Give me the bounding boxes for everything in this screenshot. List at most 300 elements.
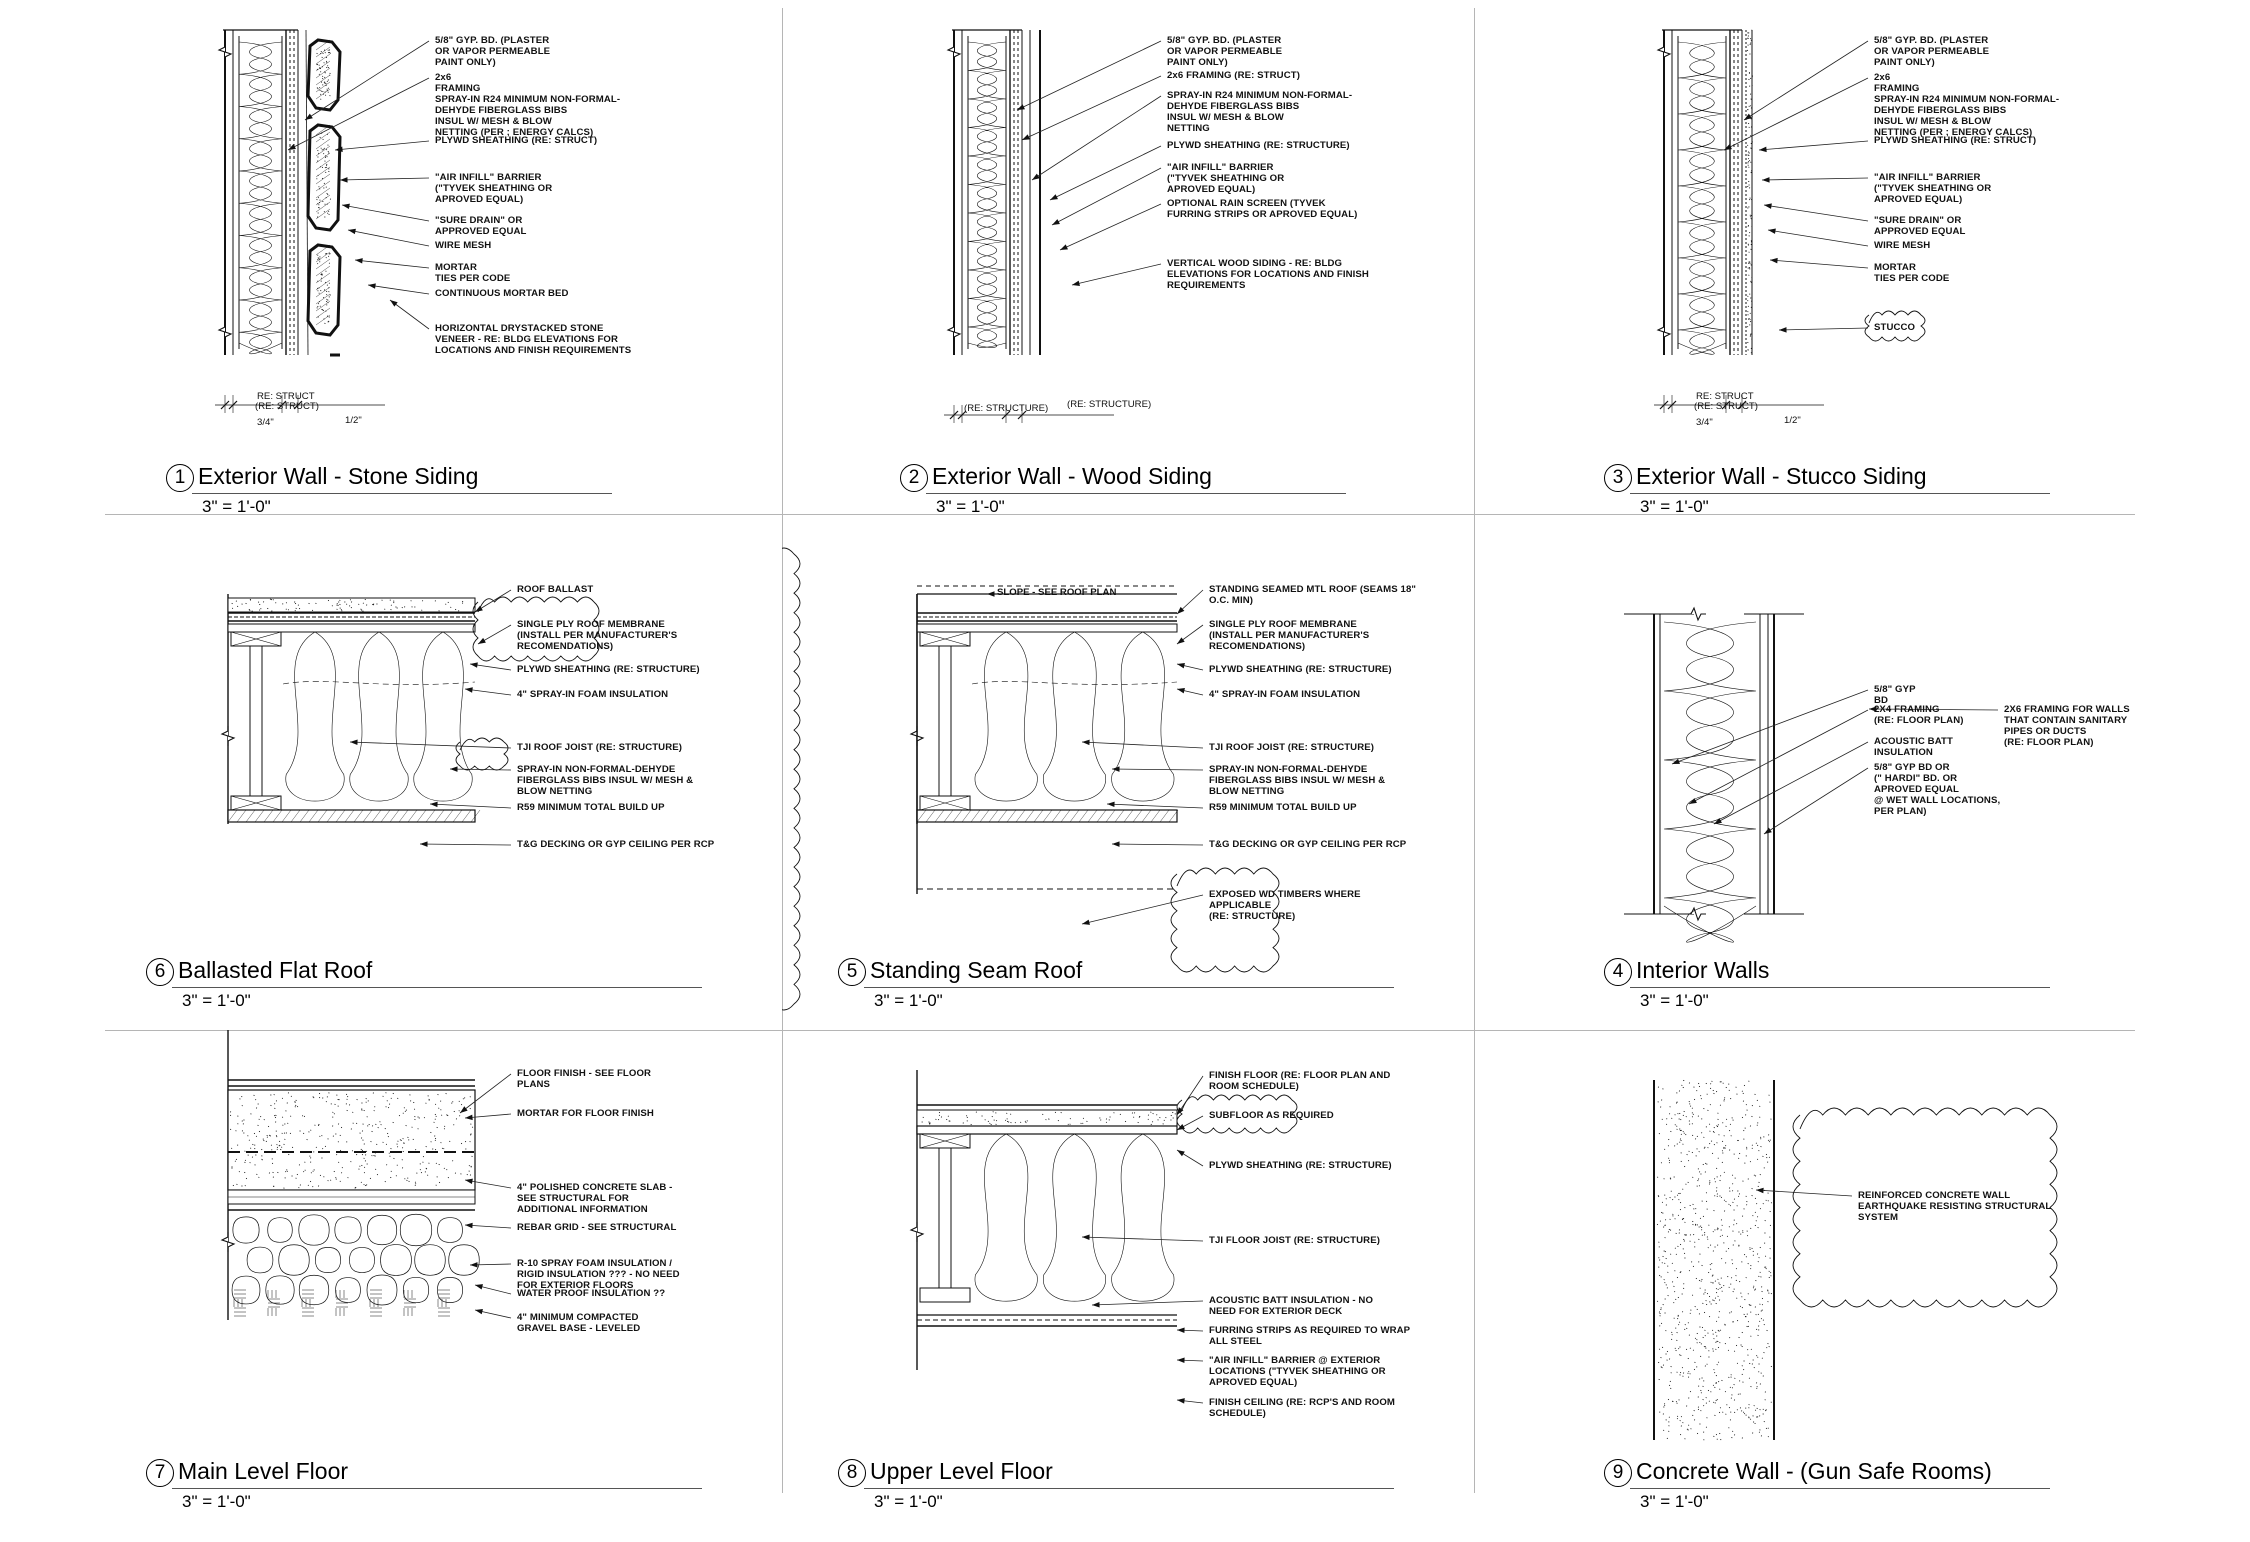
tg-decking <box>228 810 475 822</box>
callout-label <box>1209 1325 1410 1347</box>
callout-label <box>435 135 597 146</box>
stone-veneer <box>308 125 340 230</box>
callout-text: PAINT ONLY) <box>435 57 496 68</box>
leader-line <box>1764 205 1868 221</box>
leader-arrow <box>475 606 483 612</box>
leader-arrow <box>1082 920 1090 925</box>
callout-text: MORTAR FOR FLOOR FINISH <box>517 1108 654 1119</box>
callout-text: "AIR INFILL" BARRIER <box>1167 162 1274 173</box>
callout-text: ACOUSTIC BATT INSULATION - NO <box>1209 1295 1374 1306</box>
detail-title: Exterior Wall - Wood Siding <box>932 463 1212 489</box>
callout-text: ADDITIONAL INFORMATION <box>517 1204 648 1215</box>
callout-text: PER PLAN) <box>1874 806 1927 817</box>
callout-text: MORTAR <box>435 262 477 273</box>
leader-line <box>430 804 511 808</box>
callout-label <box>1874 240 1930 251</box>
callout-text: ALL STEEL <box>1209 1336 1262 1347</box>
callout-label <box>517 1182 672 1215</box>
callout-text: ROOM SCHEDULE) <box>1209 1081 1299 1092</box>
callout-label <box>517 764 693 797</box>
leader-line <box>1060 204 1161 250</box>
callout-label <box>435 72 620 138</box>
detail-drawing <box>782 0 1474 512</box>
callout-label <box>1209 1295 1373 1317</box>
detail-6 <box>90 514 782 1026</box>
callout-text: FIBERGLASS BIBS INSUL W/ MESH & <box>1209 775 1386 786</box>
callout-text: APPLICABLE <box>1209 900 1272 911</box>
callout-text: FLOOR FINISH - SEE FLOOR <box>517 1068 652 1079</box>
callout-label <box>517 802 665 813</box>
detail-title: Upper Level Floor <box>870 1458 1053 1484</box>
break-line <box>222 726 234 746</box>
joist-web <box>939 1148 951 1288</box>
callout-text: FURRING STRIPS AS REQUIRED TO WRAP <box>1209 1325 1411 1336</box>
leader-line <box>1768 230 1868 246</box>
break-line <box>948 322 960 342</box>
callout-label <box>1167 70 1300 81</box>
callout-text: SPRAY-IN NON-FORMAL-DEHYDE <box>1209 764 1368 775</box>
title-underline <box>1630 987 2050 988</box>
detail-8 <box>782 1030 1474 1542</box>
leader-arrow <box>1779 327 1787 332</box>
leader-line <box>450 769 511 770</box>
callout-label <box>1874 322 1915 333</box>
leader-line <box>1082 742 1203 748</box>
insulation-pattern <box>286 632 472 801</box>
leader-arrow <box>1759 147 1767 152</box>
callout-text: WIRE MESH <box>1874 240 1931 251</box>
callout-text: APROVED EQUAL) <box>435 194 524 205</box>
detail-scale: 3" = 1'-0" <box>874 991 943 1010</box>
leader-arrow <box>478 638 486 644</box>
dimension-text: 1/2" <box>1784 415 1801 426</box>
callout-text: SPRAY-IN R24 MINIMUM NON-FORMAL- <box>435 94 621 105</box>
callout-text: OPTIONAL RAIN SCREEN (TYVEK <box>1167 198 1326 209</box>
leader-arrow <box>1689 798 1697 804</box>
callout-text: FINISH CEILING (RE: RCP'S AND ROOM <box>1209 1397 1396 1408</box>
callout-text: VENEER - RE: BLDG ELEVATIONS FOR <box>435 334 619 345</box>
callout-label <box>517 1312 640 1334</box>
callout-text: PAINT ONLY) <box>1874 57 1935 68</box>
callout-text: (RE: STRUCTURE) <box>1209 911 1296 922</box>
callout-label <box>517 1258 680 1291</box>
callout-text: 2X6 FRAMING FOR WALLS <box>2004 704 2130 715</box>
leader-arrow <box>288 144 296 150</box>
callout-text: PLYWD SHEATHING (RE: STRUCT) <box>1874 135 2037 146</box>
revision-cloud <box>782 548 800 1010</box>
callout-text: ("TYVEK SHEATHING OR <box>435 183 553 194</box>
leader-line <box>1779 328 1868 330</box>
detail-number: 5 <box>838 958 866 986</box>
revision-cloud <box>456 738 508 770</box>
callout-text: 2x6 <box>435 72 452 83</box>
callout-text: INSUL W/ MESH & BLOW <box>1167 112 1284 123</box>
gravel-base <box>232 1214 479 1305</box>
leader-line <box>368 285 429 294</box>
leader-arrow <box>340 177 348 182</box>
leader-arrow <box>1060 244 1068 250</box>
callout-label <box>1209 1110 1334 1121</box>
leader-arrow <box>1770 258 1778 263</box>
callout-label <box>1209 1397 1395 1419</box>
leader-line <box>340 178 429 180</box>
callout-label <box>517 839 714 850</box>
callout-text: (RE: FLOOR PLAN) <box>1874 715 1964 726</box>
callout-text: EARTHQUAKE RESISTING STRUCTURAL <box>1858 1201 2052 1212</box>
callout-text: SPRAY-IN R24 MINIMUM NON-FORMAL- <box>1167 90 1353 101</box>
callout-label <box>517 1068 651 1090</box>
break-line <box>222 1232 234 1252</box>
callout-label <box>517 1222 676 1233</box>
callout-text: FINISH FLOOR (RE: FLOOR PLAN AND <box>1209 1070 1391 1081</box>
leader-arrow <box>475 1284 483 1289</box>
slope-note: SLOPE - SEE ROOF PLAN <box>997 587 1117 598</box>
detail-number: 2 <box>900 464 928 492</box>
callout-label <box>1167 162 1284 195</box>
leader-arrow <box>342 204 350 209</box>
callout-label <box>435 240 491 251</box>
leader-arrow <box>430 802 438 807</box>
leader-arrow <box>1072 281 1080 286</box>
callout-text: R59 MINIMUM TOTAL BUILD UP <box>1209 802 1357 813</box>
callout-text: SCHEDULE) <box>1209 1408 1266 1419</box>
callout-label <box>517 1288 665 1299</box>
callout-label <box>435 172 552 205</box>
break-line <box>219 42 231 62</box>
callout-text: TIES PER CODE <box>435 273 511 284</box>
detail-title: Concrete Wall - (Gun Safe Rooms) <box>1636 1458 1992 1484</box>
leader-arrow <box>1022 134 1030 140</box>
title-underline <box>926 493 1346 494</box>
joist-web <box>939 646 951 796</box>
detail-scale: 3" = 1'-0" <box>936 497 1005 516</box>
detail-scale: 3" = 1'-0" <box>182 1492 251 1511</box>
detail-scale: 3" = 1'-0" <box>1640 497 1709 516</box>
callout-text: NETTING (PER ; ENERGY CALCS) <box>1874 127 2033 138</box>
dimension-text: RE: STRUCT <box>1696 391 1754 402</box>
dimension-text: (RE: STRUCT) <box>255 401 319 412</box>
callout-text: FIBERGLASS BIBS INSUL W/ MESH & <box>517 775 694 786</box>
leader-arrow <box>1017 104 1025 110</box>
detail-scale: 3" = 1'-0" <box>1640 1492 1709 1511</box>
leader-arrow <box>1092 1302 1100 1307</box>
detail-title: Standing Seam Roof <box>870 957 1083 983</box>
leader-arrow <box>1082 1235 1090 1240</box>
leader-line <box>420 844 511 845</box>
callout-text: SPRAY-IN R24 MINIMUM NON-FORMAL- <box>1874 94 2060 105</box>
callout-text: 4" POLISHED CONCRETE SLAB - <box>517 1182 673 1193</box>
leader-arrow <box>465 1223 473 1228</box>
callout-text: "AIR INFILL" BARRIER <box>1874 172 1981 183</box>
leader-arrow <box>1177 1398 1185 1403</box>
callout-text: PLANS <box>517 1079 551 1090</box>
leader-line <box>1082 895 1203 924</box>
detail-drawing <box>1474 514 2166 1026</box>
detail-9 <box>1474 1030 2166 1542</box>
leader-arrow <box>987 591 995 596</box>
leader-line <box>1764 768 1868 834</box>
leader-arrow <box>470 1262 478 1267</box>
callout-text: 5/8" GYP. BD. (PLASTER <box>435 35 550 46</box>
concrete-stipple <box>1657 1080 1772 1440</box>
callout-text: (" HARDI" BD. OR <box>1874 773 1958 784</box>
leader-arrow <box>450 766 458 771</box>
callout-text: APROVED EQUAL <box>1874 784 1959 795</box>
foam-line <box>972 681 1177 684</box>
callout-text: R-10 SPRAY FOAM INSULATION / <box>517 1258 673 1269</box>
callout-text: GRAVEL BASE - LEVELED <box>517 1323 641 1334</box>
detail-3 <box>1474 0 2166 516</box>
callout-text: BLOW NETTING <box>1209 786 1285 797</box>
callout-text: 2x6 FRAMING (RE: STRUCT) <box>1167 70 1300 81</box>
callout-label <box>1209 1235 1380 1246</box>
callout-label <box>1874 172 1991 205</box>
detail-title: Exterior Wall - Stone Siding <box>198 463 479 489</box>
detail-number: 3 <box>1604 464 1632 492</box>
callout-text: NETTING <box>1167 123 1210 134</box>
callout-label <box>1209 689 1360 700</box>
callout-text: "SURE DRAIN" OR <box>1874 215 1962 226</box>
leader-arrow <box>1177 637 1185 644</box>
detail-title: Exterior Wall - Stucco Siding <box>1636 463 1927 489</box>
callout-text: INSULATION <box>1874 747 1933 758</box>
leader-line <box>1072 264 1161 285</box>
callout-text: 5/8" GYP <box>1874 684 1916 695</box>
detail-4 <box>1474 514 2166 1026</box>
callout-text: PLYWD SHEATHING (RE: STRUCTURE) <box>1167 140 1350 151</box>
subfloor <box>917 1110 1177 1126</box>
plywood-sheathing <box>228 624 475 632</box>
callout-text: REQUIREMENTS <box>1167 280 1246 291</box>
callout-text: 4" SPRAY-IN FOAM INSULATION <box>1209 689 1361 700</box>
callout-label <box>1209 664 1392 675</box>
dimension-text: (RE: STRUCT) <box>1694 401 1758 412</box>
callout-text: OR VAPOR PERMEABLE <box>435 46 551 57</box>
callout-text: PLYWD SHEATHING (RE: STRUCTURE) <box>517 664 700 675</box>
callout-text: PLYWD SHEATHING (RE: STRUCT) <box>435 135 598 146</box>
callout-text: SEE STRUCTURAL FOR <box>517 1193 629 1204</box>
callout-text: BLOW NETTING <box>517 786 593 797</box>
detail-number: 4 <box>1604 958 1632 986</box>
leader-arrow <box>390 300 398 307</box>
callout-text: ROOF BALLAST <box>517 584 594 595</box>
callout-text: APPROVED EQUAL <box>435 226 527 237</box>
leader-arrow <box>1112 766 1120 771</box>
leader-line <box>1022 76 1161 140</box>
callout-label <box>435 35 550 68</box>
title-underline <box>864 1488 1394 1489</box>
callout-text: SPRAY-IN NON-FORMAL-DEHYDE <box>517 764 676 775</box>
detail-5 <box>782 514 1474 1026</box>
break-line <box>1658 42 1670 62</box>
callout-text: DEHYDE FIBERGLASS BIBS <box>1874 105 2007 116</box>
dimension-text: RE: STRUCT <box>257 391 315 402</box>
callout-text: PAINT ONLY) <box>1167 57 1228 68</box>
callout-text: LOCATIONS AND FINISH REQUIREMENTS <box>435 345 632 356</box>
stone-veneer <box>308 40 340 110</box>
callout-label <box>1209 584 1416 606</box>
leader-line <box>1112 769 1203 770</box>
leader-line <box>1744 41 1868 120</box>
callout-label <box>435 323 631 356</box>
callout-text: 2X4 FRAMING <box>1874 704 1940 715</box>
leader-line <box>342 205 429 221</box>
leader-arrow <box>1112 841 1120 846</box>
leader-line <box>350 742 511 748</box>
leader-line <box>1017 41 1161 110</box>
callout-text: FRAMING <box>1874 83 1920 94</box>
callout-label <box>1209 839 1406 850</box>
callout-text: APROVED EQUAL) <box>1209 1377 1298 1388</box>
callout-text: WIRE MESH <box>435 240 492 251</box>
callout-text: LOCATIONS ("TYVEK SHEATHING OR <box>1209 1366 1386 1377</box>
leader-arrow <box>1177 663 1185 668</box>
leader-arrow <box>420 841 428 846</box>
callout-text: NEED FOR EXTERIOR DECK <box>1209 1306 1343 1317</box>
callout-text: REBAR GRID - SEE STRUCTURAL <box>517 1222 677 1233</box>
leader-arrow <box>1768 228 1776 233</box>
leader-arrow <box>1177 1358 1185 1363</box>
callout-text: RIGID INSULATION ??? - NO NEED <box>517 1269 680 1280</box>
break-line <box>948 42 960 62</box>
dimension-text: 1/2" <box>345 415 362 426</box>
concrete-slab <box>228 1090 475 1190</box>
callout-label <box>1167 35 1282 68</box>
callout-text: FOR EXTERIOR FLOORS <box>517 1280 634 1291</box>
plywood-sheathing <box>917 1126 1177 1134</box>
callout-text: MORTAR <box>1874 262 1916 273</box>
callout-text: INSUL W/ MESH & BLOW <box>435 116 552 127</box>
joist-web <box>250 646 262 796</box>
dimension-text: (RE: STRUCTURE) <box>1067 399 1152 410</box>
leader-line <box>355 260 429 268</box>
callout-text: R59 MINIMUM TOTAL BUILD UP <box>517 802 665 813</box>
callout-label <box>1167 140 1350 151</box>
callout-text: OR VAPOR PERMEABLE <box>1167 46 1283 57</box>
callout-label <box>1874 215 1966 237</box>
detail-title: Interior Walls <box>1636 957 1770 983</box>
detail-7 <box>90 1030 782 1542</box>
callout-text: "AIR INFILL" BARRIER <box>435 172 542 183</box>
callout-text: EXPOSED WD TIMBERS WHERE <box>1209 889 1361 900</box>
callout-text: DEHYDE FIBERGLASS BIBS <box>435 105 568 116</box>
detail-scale: 3" = 1'-0" <box>182 991 251 1010</box>
callout-text: O.C. MIN) <box>1209 595 1254 606</box>
callout-label <box>517 1108 654 1119</box>
callout-label <box>1209 889 1361 922</box>
callout-text: "SURE DRAIN" OR <box>435 215 523 226</box>
leader-line <box>1756 1190 1852 1196</box>
callout-text: SINGLE PLY ROOF MEMBRANE <box>517 619 665 630</box>
callout-text: REINFORCED CONCRETE WALL <box>1858 1190 2011 1201</box>
callout-label <box>435 262 510 284</box>
foam-line <box>283 681 475 684</box>
callout-label <box>1874 35 1989 68</box>
callout-text: ("TYVEK SHEATHING OR <box>1167 173 1285 184</box>
callout-label <box>1874 704 1964 726</box>
callout-text: (RE: FLOOR PLAN) <box>2004 737 2094 748</box>
detail-2 <box>782 0 1474 516</box>
insulation-pattern <box>975 632 1174 801</box>
callout-text: APROVED EQUAL) <box>1874 194 1963 205</box>
detail-drawing <box>1474 0 2166 512</box>
title-underline <box>1630 493 2050 494</box>
insulation-pattern <box>1678 42 1726 354</box>
callout-label <box>1209 764 1385 797</box>
callout-text: STANDING SEAMED MTL ROOF (SEAMS 18" <box>1209 584 1417 595</box>
break-line <box>911 1222 923 1242</box>
title-underline <box>192 493 612 494</box>
callout-label <box>2004 704 2130 748</box>
callout-text: SYSTEM <box>1858 1212 1899 1223</box>
dimension-text: (RE: STRUCTURE) <box>964 403 1049 414</box>
callout-label <box>1874 135 2036 146</box>
detail-1 <box>90 0 782 516</box>
leader-arrow <box>1724 144 1732 150</box>
callout-label <box>1209 1355 1386 1388</box>
leader-arrow <box>475 1309 483 1314</box>
leader-line <box>1112 844 1203 845</box>
callout-text: @ WET WALL LOCATIONS, <box>1874 795 2001 806</box>
leader-line <box>1759 141 1868 150</box>
leader-arrow <box>1050 194 1058 200</box>
leader-line <box>1672 690 1868 764</box>
callout-text: (INSTALL PER MANUFACTURER'S <box>517 630 678 641</box>
joist-flange <box>920 1288 970 1302</box>
callout-text: (INSTALL PER MANUFACTURER'S <box>1209 630 1370 641</box>
callout-text: TIES PER CODE <box>1874 273 1950 284</box>
callout-label <box>1874 684 1916 706</box>
callout-text: T&G DECKING OR GYP CEILING PER RCP <box>517 839 715 850</box>
title-underline <box>864 987 1394 988</box>
callout-text: ("TYVEK SHEATHING OR <box>1874 183 1992 194</box>
callout-label <box>1209 742 1374 753</box>
callout-text: VERTICAL WOOD SIDING - RE: BLDG <box>1167 258 1343 269</box>
callout-text: OR VAPOR PERMEABLE <box>1874 46 1990 57</box>
callout-text: "AIR INFILL" BARRIER @ EXTERIOR <box>1209 1355 1381 1366</box>
leader-line <box>1092 1301 1203 1305</box>
detail-number: 6 <box>146 958 174 986</box>
callout-text: PIPES OR DUCTS <box>2004 726 2087 737</box>
leader-line <box>1052 168 1161 225</box>
callout-text: T&G DECKING OR GYP CEILING PER RCP <box>1209 839 1407 850</box>
callout-text: ACOUSTIC BATT <box>1874 736 1953 747</box>
callout-text: 2x6 <box>1874 72 1891 83</box>
callout-label <box>1167 90 1352 134</box>
leader-arrow <box>1672 759 1680 764</box>
insulation-pattern <box>1664 622 1756 942</box>
callout-text: PLYWD SHEATHING (RE: STRUCTURE) <box>1209 664 1392 675</box>
break-line <box>1658 322 1670 342</box>
leader-arrow <box>1107 802 1115 807</box>
callout-label <box>1874 736 1953 758</box>
tg-decking <box>917 810 1177 822</box>
callout-text: 5/8" GYP. BD. (PLASTER <box>1874 35 1989 46</box>
leader-line <box>1770 260 1868 268</box>
callout-text: NETTING (PER ; ENERGY CALCS) <box>435 127 594 138</box>
callout-label <box>1167 198 1357 220</box>
callout-text: HORIZONTAL DRYSTACKED STONE <box>435 323 604 334</box>
callout-text: RECOMENDATIONS) <box>1209 641 1306 652</box>
break-line <box>1684 908 1706 920</box>
leader-line <box>348 230 429 246</box>
callout-text: THAT CONTAIN SANITARY <box>2004 715 2128 726</box>
callout-text: DEHYDE FIBERGLASS BIBS <box>1167 101 1300 112</box>
detail-scale: 3" = 1'-0" <box>874 1492 943 1511</box>
callout-label <box>1167 258 1369 291</box>
callout-label <box>1874 762 2000 817</box>
detail-number: 7 <box>146 1459 174 1487</box>
